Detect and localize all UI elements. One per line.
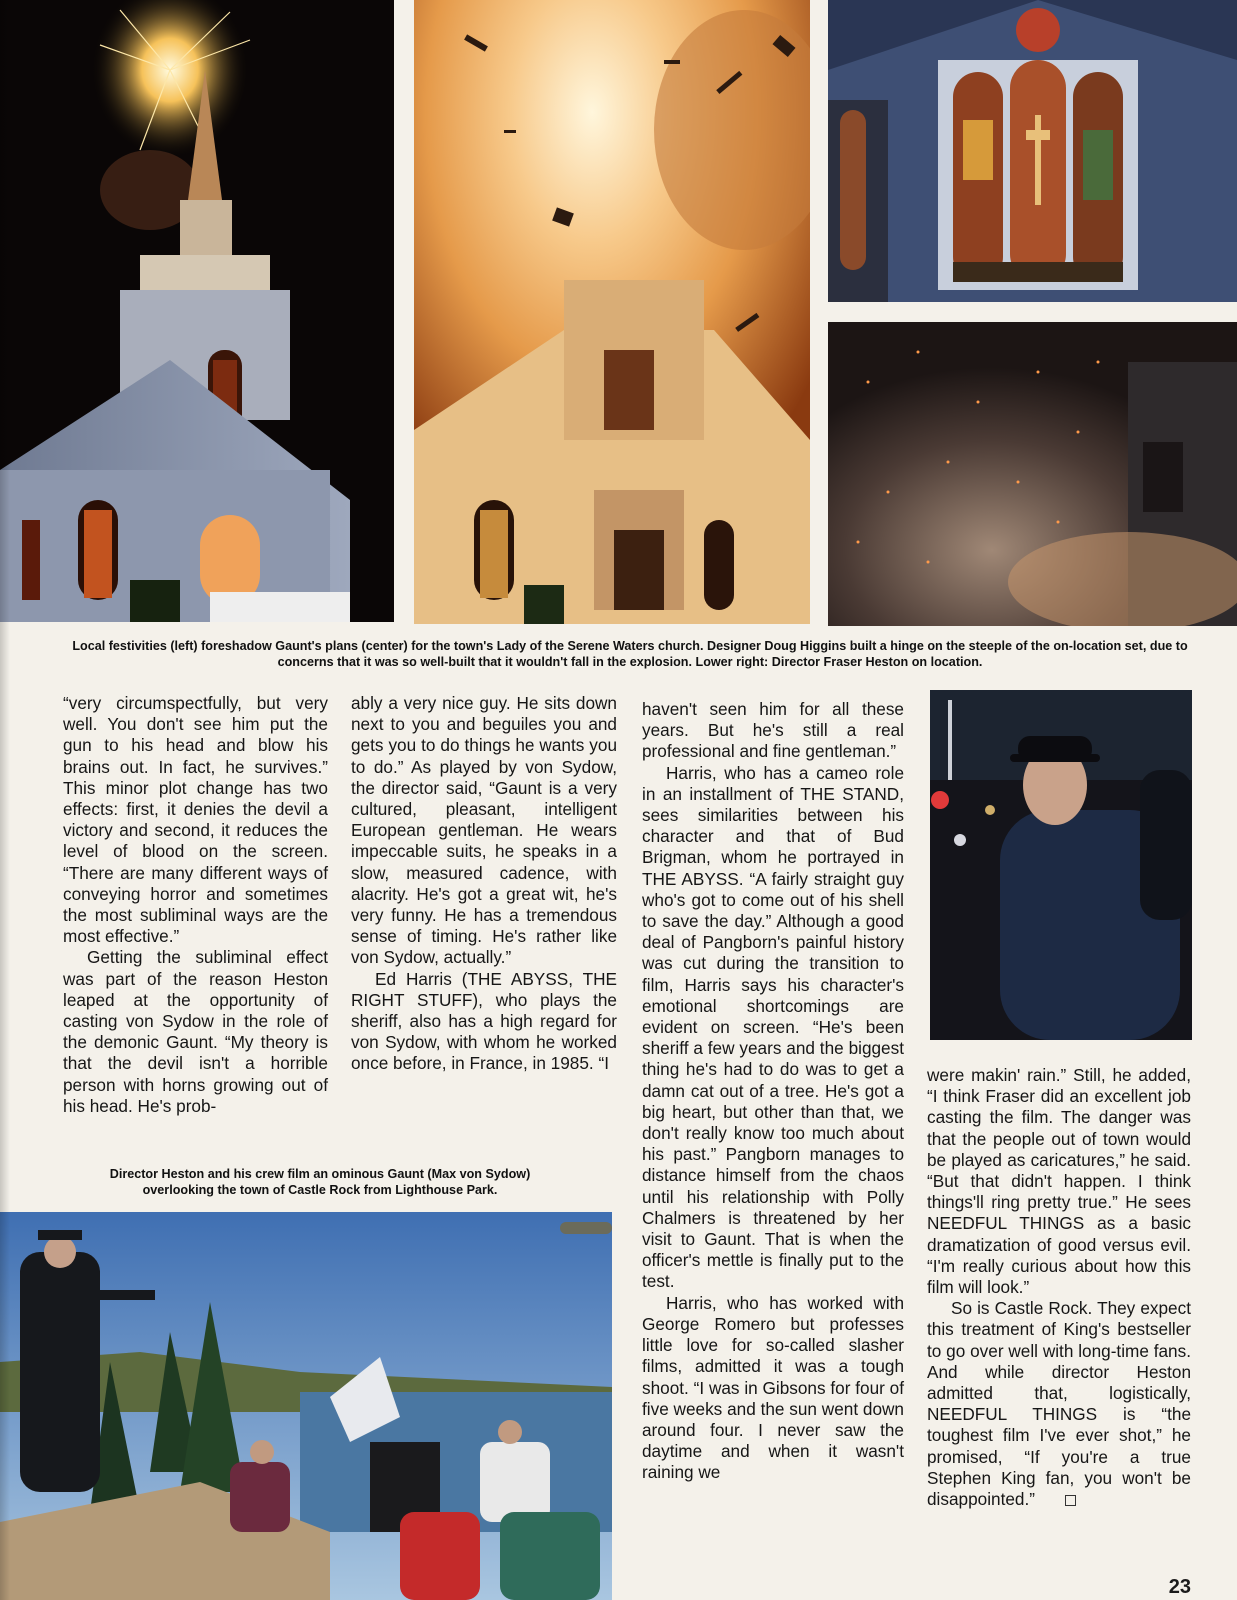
- article-paragraph: haven't seen him for all these years. But he's still a real professional and fine gentleman.”: [642, 699, 904, 762]
- photo-film-crew: [0, 1212, 612, 1600]
- article-column-2: [351, 693, 617, 1075]
- bottom-photo-caption: Director Heston and his crew film an ominous Gaunt (Max von Sydow) overlooking the town of Castle Rock from Lighthouse Park.: [109, 1167, 531, 1197]
- page-number: 23: [1168, 1576, 1191, 1598]
- photo-stained-glass: [828, 0, 1237, 302]
- photo-smoke-embers: [828, 322, 1237, 626]
- article-paragraph: Harris, who has a cameo role in an installment of THE STAND, sees similarities between his character and that of Bud Brigman, whom he portrayed in THE ABYSS. “A fairly straight guy who's got to come out of his shell to save the day.” Although a good deal of Pangborn's painful history was cut during the transition to film, Harris says his character's emotional shortcomings are evident on screen. “He's been sheriff a few years and the biggest thing he's had to do was to get a damn cat out of a tree. He's got a big heart, but other than that, we don't really know too much about his past.” Pangborn manages to distance himself from the chaos until his relationship with Polly Chalmers is threatened by her visit to Gaunt. That is when the officer's mettle is finally put to the test.: [642, 762, 904, 1292]
- article-column-1: [63, 693, 328, 1117]
- article-paragraph: Harris, who has worked with George Romero but professes little love for so-called slasher films, admitted it was a tough shoot. “I was in Gibsons for four of five weeks and the sun went down around four. I never saw the daytime and when it wasn't raining we: [642, 1292, 904, 1483]
- article-paragraph: ably a very nice guy. He sits down next to you and beguiles you and gets you to do things he wants you to do.” As played by von Sydow, the director said, “Gaunt is a very cultured, pleasant, intelligent European gentleman. He wears impeccable suits, he speaks in a slow, measured cadence, with alacrity. He's got a great wit, he's very funny. He has a tremendous sense of timing. He's rather like von Sydow, actually.”: [351, 693, 617, 968]
- article-paragraph: Getting the subliminal effect was part of the reason Heston leaped at the opportunity of casting von Sydow in the role of the demonic Gaunt. “My theory is that the devil isn't a horrible person with horns growing out of his head. He's prob-: [63, 947, 328, 1116]
- article-paragraph: were makin' rain.” Still, he added, “I think Fraser did an excellent job casting the film. The danger was that the people out of town would be played as caricatures,” he said. “But that didn't happen. I think things'll ring pretty true.” He sees NEEDFUL THINGS as a basic dramatization of good versus evil. “I'm really curious about how this film will look.”: [927, 1065, 1191, 1298]
- photo-steeple-fireworks: [0, 0, 394, 622]
- article-paragraph: Ed Harris (THE ABYSS, THE RIGHT STUFF), who plays the sheriff, also has a high regard for von Sydow, with whom he worked once before, in France, in 1985. “I: [351, 968, 617, 1074]
- article-paragraph: “very circumspectfully, but very well. You don't see him put the gun to his head and blow his brains out. In fact, he survives.” This minor plot change has two effects: first, it denies the devil a victory and second, it reduces the level of blood on the screen. “There are many different ways of conveying horror and sometimes the most subliminal ways are the most effective.”: [63, 693, 328, 947]
- photo-church-explosion: [414, 0, 810, 624]
- page-binding-shadow: [0, 0, 10, 1600]
- top-photo-caption: Local festivities (left) foreshadow Gaunt's plans (center) for the town's Lady of the Serene Waters church. Designer Doug Higgins built a hinge on the steeple of the on-location set, due to concerns that it was so well-built that it wouldn't fall in the explosion. Lower right: Director Fraser Heston on location.: [72, 639, 1188, 669]
- photo-director-portrait: [930, 690, 1192, 1040]
- article-column-3: [642, 699, 904, 1484]
- article-column-4: [927, 1065, 1191, 1510]
- article-paragraph: So is Castle Rock. They expect this treatment of King's bestseller to go over well with long-time fans. And while director Heston admitted that, logistically, NEEDFUL THINGS is “the toughest film I've ever shot,” he promised, “If you're a true Stephen King fan, you won't be disappointed.”: [927, 1298, 1191, 1510]
- end-of-article-mark: [1065, 1495, 1076, 1506]
